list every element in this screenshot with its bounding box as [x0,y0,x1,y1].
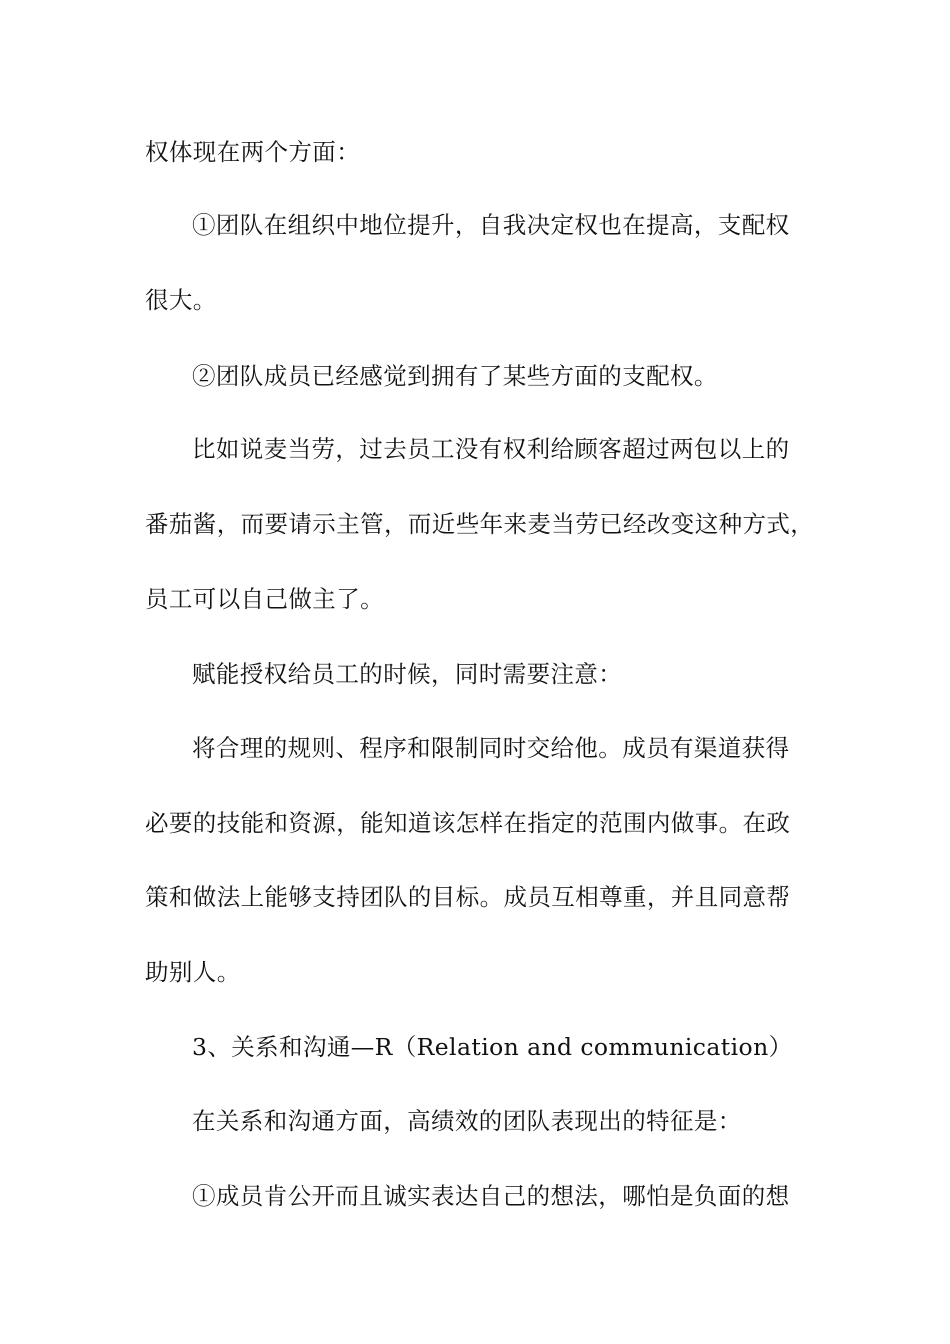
text-line-10: 必要的技能和资源，能知道该怎样在指定的范围内做事。在政 [145,809,791,837]
text-line-3: 很大。 [145,286,217,314]
text-line-5: 比如说麦当劳，过去员工没有权利给顾客超过两包以上的 [192,435,790,463]
text-line-14: 在关系和沟通方面，高绩效的团队表现出的特征是： [192,1107,742,1135]
section-heading-relation-communication: 3、关系和沟通—R（Relation and communication） [192,1033,793,1061]
text-line-9: 将合理的规则、程序和限制同时交给他。成员有渠道获得 [192,734,790,762]
text-line-7: 员工可以自己做主了。 [145,585,384,613]
text-line-8: 赋能授权给员工的时候，同时需要注意： [192,660,623,688]
text-line-4: ②团队成员已经感觉到拥有了某些方面的支配权。 [192,362,718,390]
text-line-11: 策和做法上能够支持团队的目标。成员互相尊重，并且同意帮 [145,883,791,911]
text-line-1: 权体现在两个方面： [145,138,361,166]
text-line-15: ①成员肯公开而且诚实表达自己的想法，哪怕是负面的想 [192,1182,790,1210]
text-line-2: ①团队在组织中地位提升，自我决定权也在提高，支配权 [192,211,790,239]
text-line-6: 番茄酱，而要请示主管，而近些年来麦当劳已经改变这种方式， [145,510,815,538]
text-line-12: 助别人。 [145,958,241,986]
